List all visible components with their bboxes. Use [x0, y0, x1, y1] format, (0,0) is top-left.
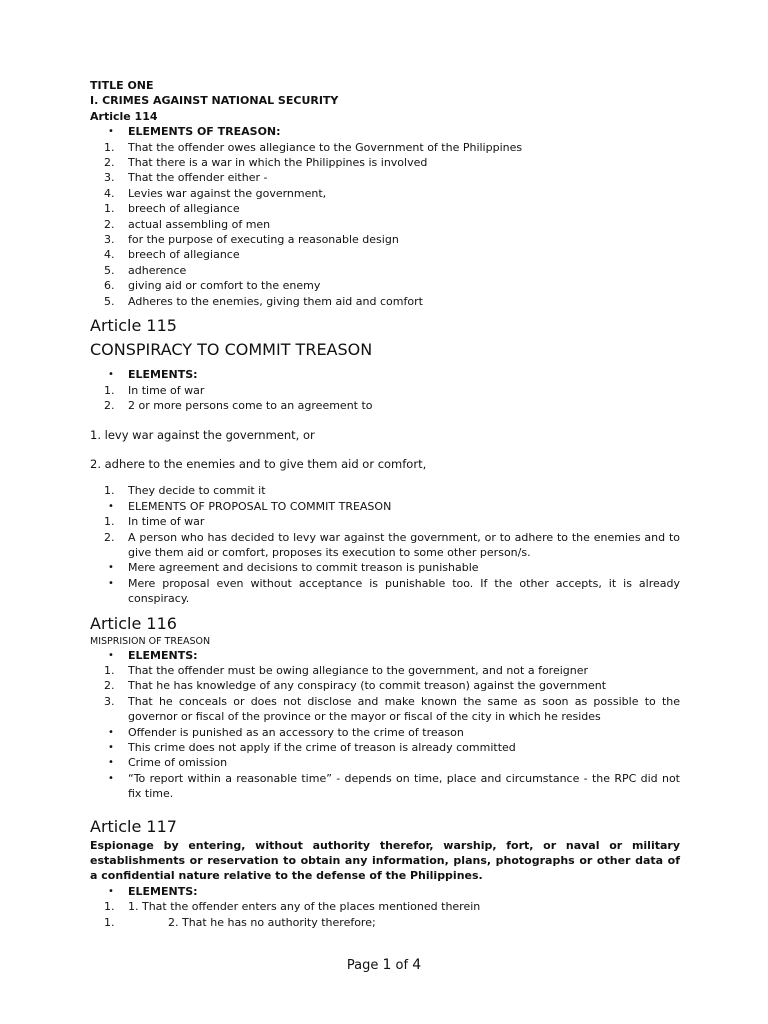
list-marker: 5. — [104, 263, 115, 277]
list-item — [90, 398, 680, 413]
list-item — [90, 278, 680, 293]
bullet-marker: • — [108, 577, 114, 589]
crimes-heading: I. CRIMES AGAINST NATIONAL SECURITY — [90, 94, 339, 108]
list-item — [90, 499, 680, 514]
list-item — [90, 263, 680, 278]
article-117-description: Espionage by entering, without authority therefor, warship, fort, or naval or military establishments or reservation to obtain any information, plans, photographs or other data of a confidential nature relative to the defense of the Philippines. — [90, 838, 680, 883]
list-text: Offender is punished as an accessory to the crime of treason — [128, 725, 464, 739]
list-item — [90, 514, 680, 529]
page-total: 4 — [412, 957, 422, 973]
list-text: Mere agreement and decisions to commit treason is punishable — [128, 561, 479, 575]
elements-heading: ELEMENTS: — [128, 648, 198, 662]
list-text: That there is a war in which the Philippines is involved — [128, 156, 428, 170]
list-item — [90, 124, 680, 139]
article-117-label: Article 117 — [90, 816, 177, 836]
bullet-marker: • — [108, 649, 114, 661]
list-marker: 3. — [104, 233, 115, 247]
list-marker: 1. — [104, 140, 115, 154]
of-word: of — [395, 958, 409, 973]
list-marker: 2. — [104, 530, 115, 544]
list-text: That he has knowledge of any conspiracy (to commit treason) against the government — [128, 679, 607, 693]
list-text: giving aid or comfort to the enemy — [128, 279, 321, 293]
list-item — [90, 648, 680, 663]
list-item — [90, 247, 680, 262]
article-114-label: Article 114 — [90, 109, 158, 123]
list-text: 2 or more persons come to an agreement to — [128, 398, 373, 412]
list-item — [90, 217, 680, 232]
bullet-marker: • — [108, 126, 114, 138]
list-marker: 5. — [104, 294, 115, 308]
list-text: 1. That the offender enters any of the places mentioned therein — [128, 900, 481, 914]
list-item — [90, 678, 680, 693]
bullet-marker: • — [108, 742, 114, 753]
list-marker: 2. — [104, 156, 115, 170]
list-item — [90, 725, 680, 740]
page-number: 1 — [382, 957, 392, 973]
article-115-label: Article 115 — [90, 316, 177, 336]
article-116-list — [90, 663, 680, 802]
list-item — [90, 755, 680, 770]
list-text: In time of war — [128, 515, 205, 529]
list-text: Adheres to the enemies, giving them aid and comfort — [128, 294, 423, 308]
article-114-list — [90, 140, 680, 309]
article-115-proposal-list — [90, 483, 680, 606]
page-footer — [0, 957, 768, 973]
list-item — [90, 483, 680, 498]
list-text: Mere proposal even without acceptance is punishable too. If the other accepts, it is already conspiracy. — [128, 576, 680, 606]
list-item — [90, 367, 680, 382]
list-item — [90, 884, 680, 899]
list-text: for the purpose of executing a reasonable design — [128, 233, 399, 247]
list-marker: 4. — [104, 186, 115, 200]
bullet-marker: • — [108, 772, 114, 784]
elements-of-treason-heading: ELEMENTS OF TREASON: — [128, 125, 281, 139]
article-115-list — [90, 383, 680, 414]
list-text: 2. That he has no authority therefore; — [168, 915, 376, 929]
list-item — [90, 663, 680, 678]
list-text: actual assembling of men — [128, 217, 271, 231]
list-item — [90, 771, 680, 802]
list-item — [90, 740, 680, 755]
bullet-marker: • — [108, 369, 114, 381]
list-item — [90, 140, 680, 155]
list-item — [90, 899, 680, 914]
document-body — [90, 78, 680, 930]
list-text: That the offender must be owing allegiance to the government, and not a foreigner — [128, 663, 589, 677]
paragraph-adhere: 2. adhere to the enemies and to give them aid or comfort, — [90, 457, 427, 472]
list-text: They decide to commit it — [128, 484, 266, 498]
list-marker: 1. — [104, 202, 115, 216]
bullet-marker: • — [108, 726, 114, 738]
list-marker: 6. — [104, 279, 115, 293]
list-marker: 1. — [104, 484, 115, 498]
list-text: Levies war against the government, — [128, 186, 327, 200]
elements-heading: ELEMENTS: — [128, 884, 198, 898]
list-marker: 1. — [104, 915, 115, 929]
list-marker: 1. — [104, 383, 115, 397]
list-item — [90, 232, 680, 247]
elements-heading: ELEMENTS: — [128, 368, 198, 382]
list-item — [90, 294, 680, 309]
list-item — [90, 576, 680, 607]
list-text: adherence — [128, 263, 187, 277]
paragraph-levy-war: 1. levy war against the government, or — [90, 428, 315, 443]
list-marker: 1. — [104, 663, 115, 677]
list-item — [90, 560, 680, 575]
list-item — [90, 155, 680, 170]
page-word: Page — [346, 958, 379, 973]
bullet-marker: • — [108, 500, 114, 512]
list-text: Crime of omission — [128, 756, 228, 770]
list-marker: 3. — [104, 694, 115, 708]
list-item — [90, 186, 680, 201]
list-text: “To report within a reasonable time” - depends on time, place and circumstance - the RPC did not fix time. — [128, 771, 680, 801]
article-116-label: Article 116 — [90, 613, 177, 633]
list-marker: 4. — [104, 248, 115, 262]
list-text: breech of allegiance — [128, 248, 240, 262]
list-marker: 2. — [104, 679, 115, 693]
list-text: This crime does not apply if the crime of treason is already committed — [128, 741, 516, 754]
bullet-marker: • — [108, 757, 114, 769]
list-text: breech of allegiance — [128, 202, 240, 216]
article-115-title: CONSPIRACY TO COMMIT TREASON — [90, 340, 373, 360]
list-marker: 1. — [104, 515, 115, 529]
list-text: That he conceals or does not disclose and make known the same as soon as possible to the governor or fiscal of the province or the mayor or fiscal of the city in which he resides — [128, 694, 680, 724]
article-116-title: MISPRISION OF TREASON — [90, 635, 211, 647]
list-item — [90, 170, 680, 185]
list-text: That the offender owes allegiance to the Government of the Philippines — [128, 140, 523, 154]
list-marker: 2. — [104, 398, 115, 412]
list-marker: 1. — [104, 900, 115, 914]
list-item — [90, 694, 680, 725]
title-one: TITLE ONE — [90, 79, 154, 92]
list-item — [90, 915, 680, 930]
list-item — [90, 530, 680, 561]
list-marker: 2. — [104, 217, 115, 231]
list-item — [90, 201, 680, 216]
list-text: That the offender either - — [128, 171, 268, 185]
list-item — [90, 383, 680, 398]
list-text: In time of war — [128, 383, 205, 397]
bullet-marker: • — [108, 885, 114, 897]
list-marker: 3. — [104, 171, 115, 185]
list-text: A person who has decided to levy war against the government, or to adhere to the enemies and to give them aid or comfort, proposes its execution to some other person/s. — [128, 530, 680, 559]
bullet-marker: • — [108, 562, 114, 574]
list-text: ELEMENTS OF PROPOSAL TO COMMIT TREASON — [128, 499, 392, 513]
